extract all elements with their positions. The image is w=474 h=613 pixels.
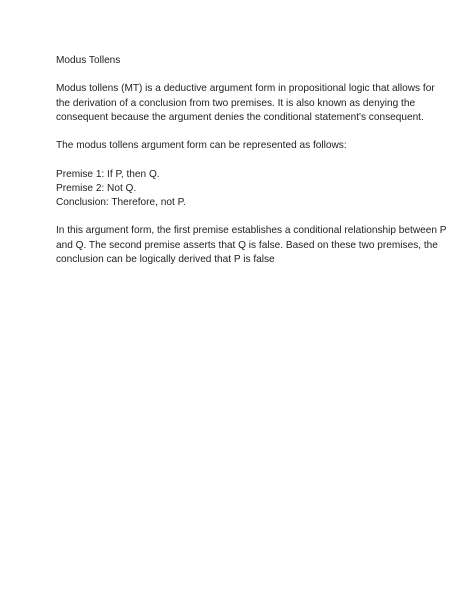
explanation-line-3: conclusion can be logically derived that P is false <box>56 253 275 265</box>
form-intro-paragraph <box>56 139 406 153</box>
paragraph-spacer <box>56 153 406 167</box>
intro-line-2: the derivation of a conclusion from two premises. It is also known as denying the <box>56 97 416 109</box>
intro-paragraph <box>56 82 435 125</box>
conclusion-line: Conclusion: Therefore, not P. <box>56 196 186 208</box>
document-content <box>56 54 447 267</box>
intro-line-1: Modus tollens (MT) is a deductive argument form in propositional logic that allows for <box>56 83 435 95</box>
paragraph-spacer <box>56 210 406 224</box>
explanation-line-2: and Q. The second premise asserts that Q is false. Based on these two premises, the <box>56 239 438 251</box>
premise-1: Premise 1: If P, then Q. <box>56 168 160 180</box>
document-title: Modus Tollens <box>56 55 121 66</box>
paragraph-spacer <box>56 68 406 82</box>
explanation-line-1: In this argument form, the first premise establishes a conditional relationship between P <box>56 225 447 237</box>
form-intro-line: The modus tollens argument form can be represented as follows: <box>56 140 347 152</box>
intro-line-3: consequent because the argument denies the conditional statement's consequent. <box>56 111 424 123</box>
premises-block <box>56 168 406 211</box>
premise-2: Premise 2: Not Q. <box>56 182 137 194</box>
explanation-paragraph <box>56 224 447 267</box>
paragraph-spacer <box>56 125 406 139</box>
